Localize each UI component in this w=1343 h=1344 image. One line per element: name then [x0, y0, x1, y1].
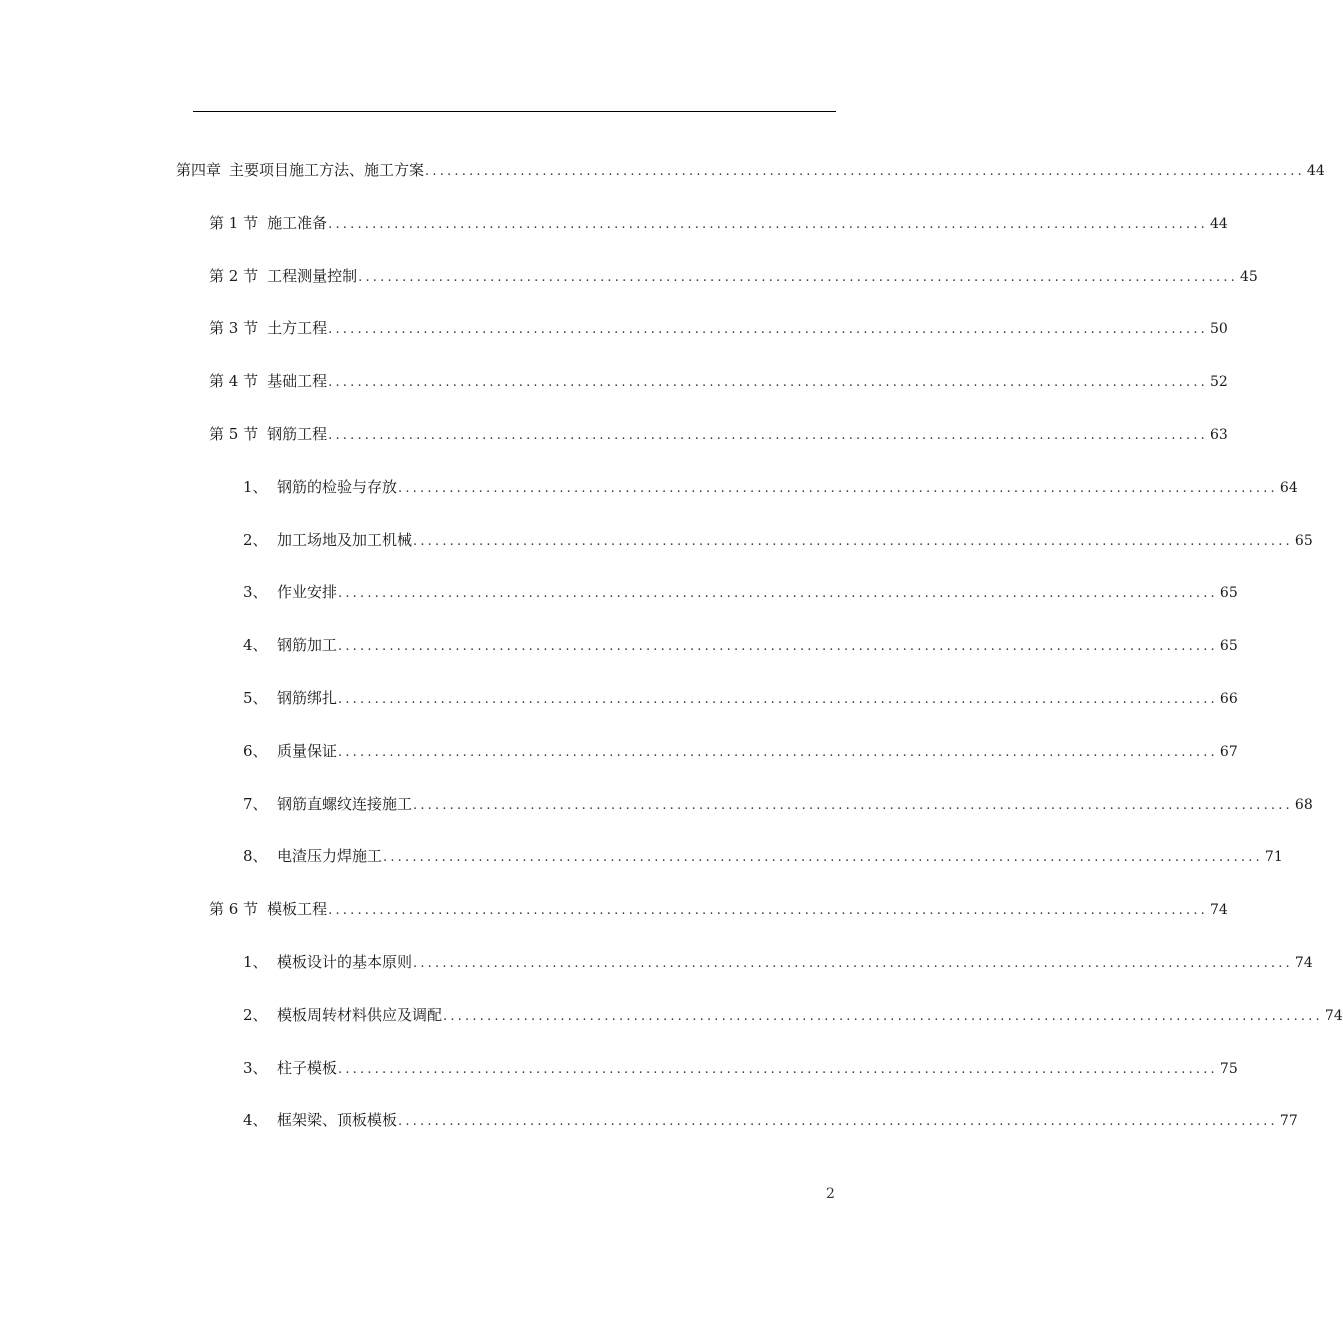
toc-entry-page: 64 [1279, 480, 1298, 496]
toc-entry-number: 6、 [243, 742, 268, 760]
toc-entry-number: 4、 [243, 636, 268, 654]
toc-dot-leader: ........................................................................................................................ [358, 270, 1238, 285]
toc-entry-page: 67 [1219, 744, 1238, 760]
toc-entry-number: 8、 [243, 847, 268, 865]
toc-entry-title: 加工场地及加工机械 [277, 531, 413, 549]
toc-entry-number: 3、 [243, 583, 268, 601]
toc-dot-leader: ........................................................................................................................ [443, 1009, 1323, 1024]
toc-dot-leader: ........................................................................................................................ [328, 217, 1208, 232]
toc-entry-title: 模板周转材料供应及调配 [277, 1006, 443, 1024]
toc-entry[interactable] [243, 633, 1238, 657]
toc-entry-title: 工程测量控制 [267, 267, 358, 285]
toc-entry-title: 作业安排 [277, 583, 338, 601]
toc-entry-page: 50 [1210, 321, 1228, 337]
toc-entry-number: 3、 [243, 1059, 268, 1077]
toc-entry-number: 1、 [243, 478, 268, 496]
toc-entry[interactable] [243, 844, 1283, 868]
toc-entry-title: 质量保证 [277, 742, 338, 760]
toc-entry-page: 71 [1264, 849, 1283, 865]
toc-entry-page: 65 [1294, 533, 1313, 549]
toc-entry[interactable] [243, 580, 1238, 604]
toc-entry-number: 4、 [243, 1111, 268, 1129]
toc-entry-page: 44 [1210, 216, 1228, 232]
toc-entry-number: 第 1 节 [209, 214, 259, 232]
toc-entry[interactable] [243, 739, 1238, 763]
toc-dot-leader: ........................................................................................................................ [338, 1062, 1218, 1077]
toc-dot-leader: ........................................................................................................................ [328, 428, 1208, 443]
toc-dot-leader: ........................................................................................................................ [338, 745, 1218, 760]
toc-entry-page: 52 [1210, 374, 1228, 390]
toc-entry[interactable] [176, 158, 1325, 182]
toc-entry-number: 第 5 节 [209, 425, 259, 443]
toc-entry-title: 施工准备 [267, 214, 328, 232]
toc-dot-leader: ........................................................................................................................ [338, 586, 1218, 601]
toc-entry-title: 基础工程 [267, 372, 328, 390]
toc-entry-title: 钢筋加工 [277, 636, 338, 654]
toc-entry-title: 土方工程 [267, 319, 328, 337]
toc-entry-page: 65 [1219, 585, 1238, 601]
toc-dot-leader: ........................................................................................................................ [338, 639, 1218, 654]
toc-dot-leader: ........................................................................................................................ [413, 534, 1293, 549]
toc-dot-leader: ........................................................................................................................ [413, 798, 1293, 813]
toc-entry-number: 第四章 [176, 161, 222, 179]
toc-entry-page: 63 [1210, 427, 1228, 443]
toc-entry[interactable] [243, 686, 1238, 710]
toc-entry-title: 框架梁、顶板模板 [277, 1111, 398, 1129]
toc-entry[interactable] [243, 950, 1313, 974]
toc-entry[interactable] [209, 316, 1228, 340]
toc-entry-page: 77 [1279, 1113, 1298, 1129]
toc-entry-number: 第 6 节 [209, 900, 259, 918]
toc-dot-leader: ........................................................................................................................ [413, 956, 1293, 971]
toc-dot-leader: ........................................................................................................................ [398, 481, 1278, 496]
toc-entry[interactable] [243, 1003, 1343, 1027]
toc-entry-number: 7、 [243, 795, 268, 813]
toc-entry-page: 45 [1240, 269, 1258, 285]
toc-entry-title: 模板设计的基本原则 [277, 953, 413, 971]
toc-entry-title: 钢筋工程 [267, 425, 328, 443]
toc-entry-page: 74 [1294, 955, 1313, 971]
toc-entry-title: 钢筋直螺纹连接施工 [277, 795, 413, 813]
toc-entry-page: 74 [1324, 1008, 1343, 1024]
toc-entry-title: 钢筋绑扎 [277, 689, 338, 707]
toc-entry-page: 44 [1306, 163, 1325, 179]
header-rule [193, 111, 836, 112]
toc-entry[interactable] [243, 1108, 1298, 1132]
toc-entry[interactable] [243, 528, 1313, 552]
toc-entry-number: 2、 [243, 1006, 268, 1024]
toc-dot-leader: ........................................................................................................................ [383, 850, 1263, 865]
toc-entry-page: 65 [1219, 638, 1238, 654]
toc-dot-leader: ........................................................................................................................ [328, 322, 1208, 337]
toc-dot-leader: ........................................................................................................................ [328, 903, 1208, 918]
toc-entry[interactable] [209, 264, 1258, 288]
toc-entry-number: 5、 [243, 689, 268, 707]
toc-dot-leader: ........................................................................................................................ [425, 164, 1305, 179]
toc-entry-page: 68 [1294, 797, 1313, 813]
toc-entry-number: 2、 [243, 531, 268, 549]
page-number: 2 [826, 1186, 835, 1202]
toc-entry[interactable] [209, 897, 1228, 921]
toc-entry-title: 电渣压力焊施工 [277, 847, 383, 865]
toc-entry-page: 74 [1210, 902, 1228, 918]
toc-entry-number: 第 2 节 [209, 267, 259, 285]
toc-entry-page: 66 [1219, 691, 1238, 707]
toc-entry[interactable] [243, 475, 1298, 499]
toc-entry[interactable] [209, 211, 1228, 235]
toc-entry[interactable] [209, 369, 1228, 393]
toc-entry-number: 1、 [243, 953, 268, 971]
toc-entry-title: 主要项目施工方法、施工方案 [229, 161, 425, 179]
toc-entry-page: 75 [1219, 1061, 1238, 1077]
toc-entry-number: 第 4 节 [209, 372, 259, 390]
toc-dot-leader: ........................................................................................................................ [328, 375, 1208, 390]
toc-dot-leader: ........................................................................................................................ [338, 692, 1218, 707]
toc-entry-title: 柱子模板 [277, 1059, 338, 1077]
toc-dot-leader: ........................................................................................................................ [398, 1114, 1278, 1129]
toc-entry-title: 钢筋的检验与存放 [277, 478, 398, 496]
toc-entry-title: 模板工程 [267, 900, 328, 918]
toc-entry[interactable] [209, 422, 1228, 446]
toc-entry-number: 第 3 节 [209, 319, 259, 337]
toc-entry[interactable] [243, 792, 1313, 816]
toc-entry[interactable] [243, 1056, 1238, 1080]
